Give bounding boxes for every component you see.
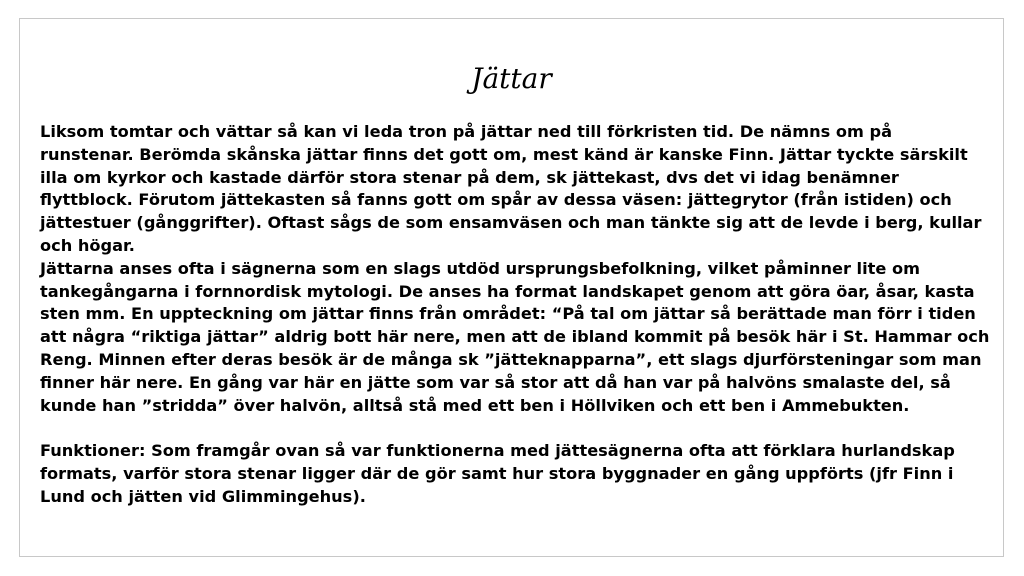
paragraph-intro: Liksom tomtar och vättar så kan vi leda tron på jättar ned till förkristen tid. De nämns om på runstenar. Berömda skånska jättar finns det gott om, mest känd är kanske Finn. Jättar tyckte särskilt illa om kyrkor och kastade därför stora stenar på dem, sk jättekast, dvs det vi idag benämner flyttblock. Förutom jättekasten så fanns gott om spår av dessa väsen: jättegrytor (från istiden) och jättestuer (gånggrifter). Oftast sågs de som ensamväsen och man tänkte sig att de levde i berg, kullar och högar. [40,122,982,255]
slide-title: Jättar [471,62,552,95]
paragraph-functions: Funktioner: Som framgår ovan så var funktionerna med jättesägnerna ofta att förklara hurlandskap formats, varför stora stenar ligger där de gör samt hur stora byggnader en gång uppförts (jfr Finn i Lund och jätten vid Glimmingehus). [40,441,955,506]
slide-body [40,121,990,509]
slide [19,18,1004,557]
paragraph-spacer [40,417,990,440]
paragraph-legends: Jättarna anses ofta i sägnerna som en slags utdöd ursprungsbefolkning, vilket påminner lite om tankegångarna i fornnordisk mytologi. De anses ha format landskapet genom att göra öar, åsar, kasta sten mm. En uppteckning om jättar finns från området: “På tal om jättar så berättade man förr i tiden att några “riktiga jättar” aldrig bott här nere, men att de ibland kommit på besök här i St. Hammar och Reng. Minnen efter deras besök är de många sk ”jätteknapparna”, ett slags djurförsteningar som man finner här nere. En gång var här en jätte som var så stor att då han var på halvöns smalaste del, så kunde han ”stridda” över halvön, alltså stå med ett ben i Höllviken och ett ben i Ammebukten. [40,258,990,415]
